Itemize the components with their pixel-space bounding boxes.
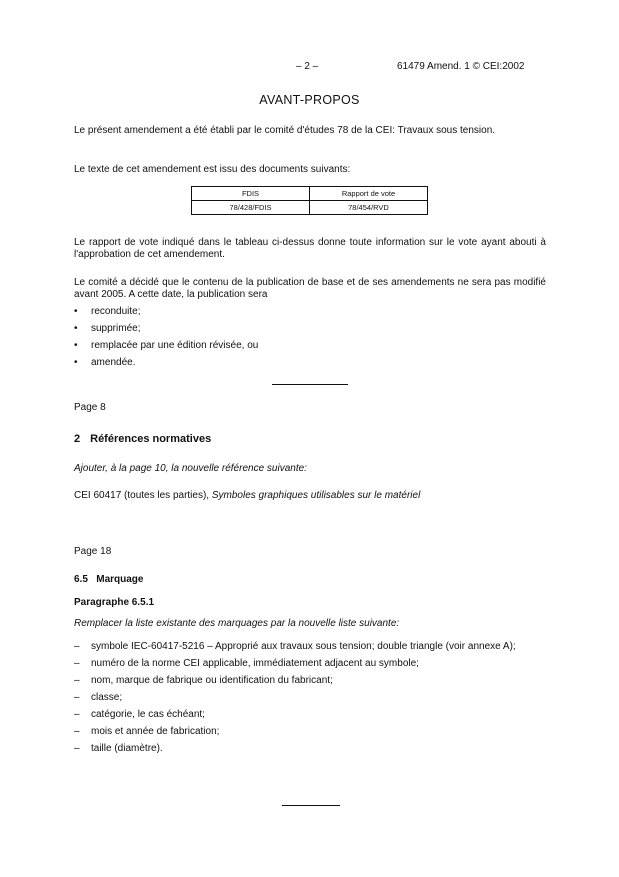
dash-marker: – bbox=[74, 675, 80, 686]
normative-reference bbox=[74, 490, 546, 502]
dash-marker: – bbox=[74, 658, 80, 669]
section-number: 2 bbox=[74, 433, 81, 445]
table-cell: 78/428/FDIS bbox=[192, 201, 310, 215]
table-header-cell: FDIS bbox=[192, 187, 310, 201]
publication-options-list bbox=[74, 306, 546, 374]
instruction-text: Remplacer la liste existante des marquages par la nouvelle liste suivante: bbox=[74, 618, 400, 629]
section-heading bbox=[74, 433, 211, 445]
table-header-cell: Rapport de vote bbox=[310, 187, 428, 201]
dash-marker: – bbox=[74, 743, 80, 754]
foreword-paragraph-2: Le texte de cet amendement est issu des documents suivants: bbox=[74, 164, 351, 175]
table-header-row bbox=[192, 187, 428, 201]
page-reference: Page 18 bbox=[74, 546, 112, 557]
list-item: • amendée. bbox=[74, 357, 136, 368]
foreword-paragraph-4: Le comité a décidé que le contenu de la publication de base et de ses amendements ne sera pas modifié avant 2005. A cette date, la publication sera bbox=[74, 277, 546, 300]
voting-documents-table bbox=[191, 186, 428, 215]
foreword-paragraph-1: Le présent amendement a été établi par le comité d'études 78 de la CEI: Travaux sous tension. bbox=[74, 125, 496, 136]
page-reference: Page 8 bbox=[74, 402, 106, 413]
list-item: – catégorie, le cas échéant; bbox=[74, 709, 205, 720]
end-divider bbox=[282, 805, 340, 806]
list-item: • reconduite; bbox=[74, 306, 141, 317]
list-item: – taille (diamètre). bbox=[74, 743, 163, 754]
list-item: • supprimée; bbox=[74, 323, 141, 334]
section-divider bbox=[272, 384, 348, 385]
list-item: – numéro de la norme CEI applicable, immédiatement adjacent au symbole; bbox=[74, 658, 419, 669]
subsection-heading: 6.5 Marquage bbox=[74, 574, 144, 585]
paragraph-heading: Paragraphe 6.5.1 bbox=[74, 597, 155, 608]
table-row bbox=[192, 201, 428, 215]
dash-marker: – bbox=[74, 641, 80, 652]
dash-marker: – bbox=[74, 709, 80, 720]
bullet-marker: • bbox=[74, 340, 78, 351]
bullet-marker: • bbox=[74, 306, 78, 317]
reference-title: Symboles graphiques utilisables sur le matériel bbox=[211, 490, 421, 501]
list-item: • remplacée par une édition révisée, ou bbox=[74, 340, 259, 351]
list-item: – mois et année de fabrication; bbox=[74, 726, 220, 737]
page-number: – 2 – bbox=[296, 61, 319, 72]
section-title: Références normatives bbox=[90, 433, 212, 445]
dash-marker: – bbox=[74, 726, 80, 737]
list-item: – nom, marque de fabrique ou identification du fabricant; bbox=[74, 675, 333, 686]
list-item: – symbole IEC-60417-5216 – Approprié aux travaux sous tension; double triangle (voir annexe A); bbox=[74, 641, 516, 652]
bullet-marker: • bbox=[74, 323, 78, 334]
marking-list bbox=[74, 641, 546, 760]
foreword-title: AVANT-PROPOS bbox=[259, 93, 360, 107]
table-cell: 78/454/RVD bbox=[310, 201, 428, 215]
list-item: – classe; bbox=[74, 692, 123, 703]
reference-code: CEI 60417 (toutes les parties), bbox=[74, 490, 212, 501]
dash-marker: – bbox=[74, 692, 80, 703]
document-reference: 61479 Amend. 1 © CEI:2002 bbox=[397, 61, 525, 72]
foreword-paragraph-3: Le rapport de vote indiqué dans le tableau ci-dessus donne toute information sur le vote ayant abouti à l'approbation de cet amendement. bbox=[74, 237, 546, 260]
instruction-text: Ajouter, à la page 10, la nouvelle référence suivante: bbox=[74, 463, 307, 474]
bullet-marker: • bbox=[74, 357, 78, 368]
